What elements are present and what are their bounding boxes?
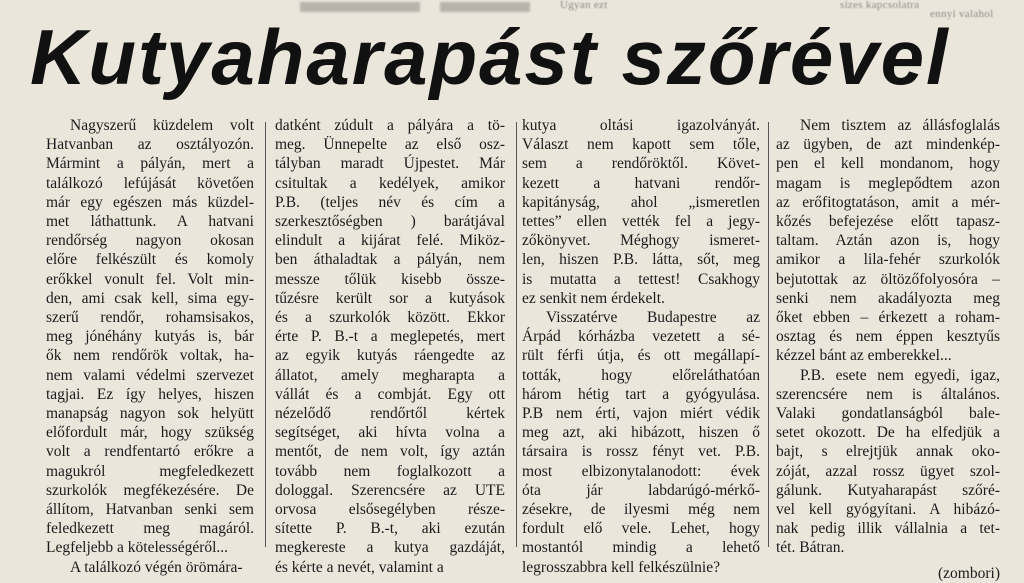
text-line: legrosszabbra kell felkészülnie? [522, 558, 720, 576]
text-line: A találkozó végén örömára- [70, 558, 243, 576]
text-line: Visszatérve Budapestre az [546, 309, 760, 327]
text-line: Nagyszerű küzdelem volt [70, 117, 254, 134]
text-line: tettes” ellen vették fel a jegy- [522, 213, 760, 231]
article-body [0, 116, 1024, 582]
column-rule [516, 122, 517, 547]
article-headline: Kutyaharapást szőrével [30, 13, 950, 101]
text-line: tét. Bátran. [776, 539, 845, 557]
text-line: ben áthaladtak a pályán, nem [275, 251, 505, 269]
text-line: megkereste a kutya gazdáját, [275, 539, 505, 557]
text-line: állatot, amely megharapta a [275, 366, 505, 384]
bleed-text: Ugyan ezt [560, 0, 608, 11]
text-line: kezett a hatvani rendőr- [522, 174, 760, 192]
text-line: volt a rendfentartó erőkre a [46, 443, 254, 461]
bleed-text: ennyi valahol [930, 8, 994, 20]
text-line: sem a rendőröktől. Követ- [522, 155, 760, 173]
text-column-3 [522, 116, 760, 577]
text-line: szerű rendőr, rohamsisakos, [46, 309, 254, 327]
text-line: kőzés befejezése előtt tapasz- [776, 213, 1000, 231]
text-column-2 [275, 116, 505, 577]
text-line: pen el kell mondanom, hogy [776, 155, 1000, 173]
text-line: Nem tisztem az állásfoglalás [800, 117, 1000, 134]
text-line: érte P. B.-t a meglepetés, mert [275, 328, 505, 346]
text-line: P.B nem érti, vajon miért védik [522, 405, 760, 423]
text-line: den, ami csak kell, sima egy- [46, 289, 254, 307]
text-line: szurkolók megfékezésére. De [46, 481, 254, 499]
text-line: már egy egészen más küzdel- [46, 193, 254, 211]
text-line: és kérte a nevét, valamint a [275, 558, 444, 576]
text-line: tűzésre került sor a kutyások [275, 289, 505, 307]
bleed-text: sízes kapcsolatra [840, 0, 920, 11]
text-line: Választ nem kapott sem tőle, [522, 136, 760, 154]
bleed-mark [300, 2, 420, 12]
text-line: tályban maradt Újpestet. Már [275, 155, 505, 173]
text-column-1 [46, 116, 254, 577]
text-line: most elbizonytalanodott: évek [522, 462, 760, 480]
text-line: meg jónéhány kutyás is, bár [46, 328, 254, 346]
paragraph [776, 366, 1000, 558]
text-line: őket ebben – érkezett a roham- [776, 309, 1000, 327]
text-line: csitultak a kedélyek, amikor [275, 174, 505, 192]
text-line: zőkönyvet. Méghogy ismeret- [522, 232, 760, 250]
text-line: óta jár labdarúgó-mérkő- [522, 481, 760, 499]
text-line: rendőrség nagyon okosan [46, 232, 254, 250]
text-line: P.B. (teljes név és cím a [275, 193, 505, 211]
text-line: setet okozott. De ha elfedjük a [776, 424, 1000, 442]
text-line: nézelődő rendőrtől kértek [275, 405, 505, 423]
text-line: kutya oltási igazolványát. [522, 117, 760, 134]
paragraph [522, 116, 760, 308]
text-line: gálunk. Kutyaharapást szőré- [776, 481, 1000, 499]
text-line: találkozó lefújását követően [46, 174, 254, 192]
text-line: feledkezett meg magáról. [46, 520, 254, 538]
text-line: osztag és nem éppen kesztyűs [776, 328, 1000, 346]
text-line: vel kell gyógyítani. A hibázó- [776, 501, 1000, 519]
text-line: előre felkészült és komoly [46, 251, 254, 269]
text-line: erőkkel vonult fel. Volt min- [46, 270, 254, 288]
text-line: állítom, Hatvanban senki sem [46, 501, 254, 519]
text-line: az ügyben, de azt mindenkép- [776, 136, 1000, 154]
text-line: az erőfitogtatáson, amit a mér- [776, 193, 1000, 211]
text-line: ők nem rendőrök voltak, ha- [46, 347, 254, 365]
text-line: tovább nem foglalkozott a [275, 462, 505, 480]
text-line: három hétig tart a gyógyulása. [522, 385, 760, 403]
text-line: met láthattunk. A hatvani [46, 213, 254, 231]
text-line: nem valami védelmi szervezet [46, 366, 254, 384]
text-line: meg azt, aki hibázott, hiszen ő [522, 424, 760, 442]
author-signature: (zombori) [938, 564, 1000, 582]
text-line: ez senkit nem érdekelt. [522, 289, 665, 307]
text-line: dologgal. Szerencsére az UTE [275, 481, 505, 499]
text-line: előfordult már, hogy szükség [46, 424, 254, 442]
paragraph [46, 558, 254, 577]
text-line: társaira is rossz fényt vet. P.B. [522, 443, 760, 461]
text-line: szerencsére nem is általános. [776, 385, 1000, 403]
text-line: az egyik kutyás ráengedte az [275, 347, 505, 365]
column-rule [265, 122, 266, 547]
text-line: datként zúdult a pályára a tö- [275, 117, 505, 134]
text-line: is mutatta a tettest! Csakhogy [522, 270, 760, 288]
text-line: senki nem akadályozta meg [776, 289, 1000, 307]
text-line: tották, hogy előreláthatóan [522, 366, 760, 384]
text-line: fordult elő vele. Lehet, hogy [522, 520, 760, 538]
text-line: messze tőlük kisebb összе- [275, 270, 505, 288]
bleed-mark [440, 2, 530, 12]
paragraph [46, 116, 254, 558]
text-line: orvosa elsősegélyben része- [275, 501, 505, 519]
text-line: P.B. esete nem egyedi, igaz, [800, 366, 1000, 384]
paragraph [275, 116, 505, 577]
column-rule [768, 122, 769, 547]
text-line: tagjai. Ez így helyes, hiszen [46, 385, 254, 403]
text-line: sítette P. B.-t, aki ezután [275, 520, 505, 538]
text-line: Valaki gondatlanságból bale- [776, 405, 1000, 423]
text-line: magukról megfeledkezett [46, 462, 254, 480]
text-line: nak pedig illik vállalnia a tet- [776, 520, 1000, 538]
text-line: manapság nagyon sok helyütt [46, 405, 254, 423]
paragraph [776, 116, 1000, 366]
text-line: vállát és a combját. Egy ott [275, 385, 505, 403]
text-line: Hatvanban az osztályozón. [46, 136, 254, 154]
text-line: len, hiszen P.B. látta, sőt, meg [522, 251, 760, 269]
text-line: és a szurkolók között. Ekkor [275, 309, 505, 327]
text-line: Mármint a pályán, mert a [46, 155, 254, 173]
text-line: Legfeljebb a kötelességéről... [46, 539, 229, 557]
text-line: bajt, s elrejtjük annak oko- [776, 443, 1000, 461]
text-line: bejutottak az öltözőfolyosóra – [776, 270, 1000, 288]
text-line: kapitányság, ahol „ismeretlen [522, 193, 760, 211]
text-line: amikor a lila-fehér szurkolók [776, 251, 1000, 269]
text-line: mostantól mindig a lehető [522, 539, 760, 557]
text-line: taltam. Aztán azon is, hogy [776, 232, 1000, 250]
text-line: mentőt, de nem volt, így aztán [275, 443, 505, 461]
text-line: elindult a kijárat felé. Miköz- [275, 232, 505, 250]
text-line: zóját, azzal rossz ügyet szol- [776, 462, 1000, 480]
text-line: Árpád kórházba vezetett a sé- [522, 328, 760, 346]
text-line: segítséget, aki hívta volna a [275, 424, 505, 442]
text-line: kézzel bánt az emberekkel... [776, 347, 952, 365]
paragraph [522, 308, 760, 577]
text-line: zésekre, de ilyesmi még nem [522, 501, 760, 519]
text-line: magam is meglepődtem azon [776, 174, 1000, 192]
text-column-4 [776, 116, 1000, 583]
text-line: meg. Ünnepelte az első osz- [275, 136, 505, 154]
text-line: szerkesztőségben ) barátjával [275, 213, 505, 231]
text-line: rült férfi útja, és ott megállapí- [522, 347, 760, 365]
